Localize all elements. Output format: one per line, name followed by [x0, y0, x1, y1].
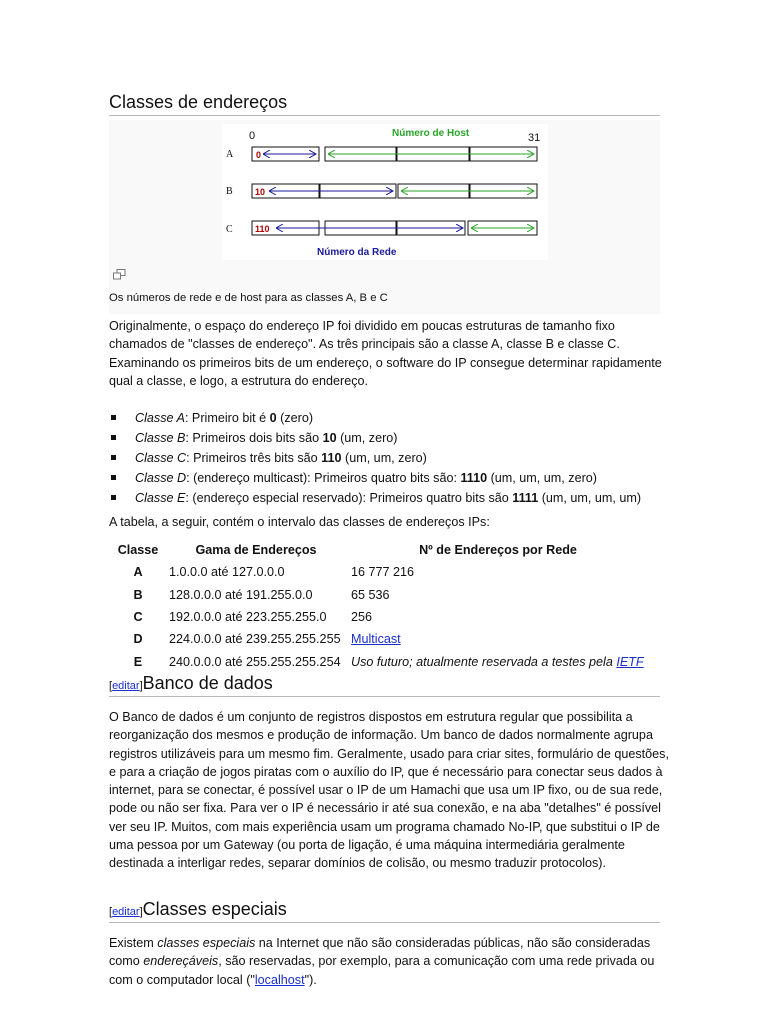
bit-end-label: 31	[528, 132, 541, 144]
heading-rule	[109, 696, 660, 697]
list-item: Classe C: Primeiros três bits são 110 (um, um, zero)	[109, 448, 669, 468]
bullet-icon	[111, 455, 116, 460]
enlarge-icon[interactable]	[113, 269, 126, 280]
bullet-icon	[111, 415, 116, 420]
class-c-prefix: 110	[255, 224, 270, 234]
network-number-label: Número da Rede	[317, 247, 397, 258]
section-title-especiais: [editar]Classes especiais	[109, 899, 287, 919]
class-a-prefix: 0	[256, 150, 262, 160]
edit-link[interactable]: editar	[112, 906, 140, 918]
class-a-label: A	[226, 149, 234, 160]
multicast-link[interactable]: Multicast	[351, 632, 401, 647]
bullet-icon	[111, 495, 116, 500]
table-row: D 224.0.0.0 até 239.255.255.255 Multicast	[133, 632, 401, 647]
column-header-range: Gama de Endereços	[195, 543, 317, 557]
section-title-classes: Classes de endereços	[109, 92, 288, 112]
banco-paragraph: O Banco de dados é um conjunto de registros dispostos em estrutura regular que possibilita a reorganização dos mesmos e produção de informação. Um banco de dados normalmente agrupa registros utilizáveis para um mesmo fim. Geralmente, usado para criar sites, formulário de questões, e para a criação de jogos piratas com o auxílio do IP, que é necessário para conectar seus dados à internet, para se conectar, é possível usar o IP de um Hamachi que usa um IP fixo, ou de sua rede, pode ou não ser fixa. Para ver o IP é necessário ir até sua conexão, e na aba "detalhes" é possível ver seu IP. Muitos, com mais experiência usam um programa chamado No-IP, que substitui o IP de uma pessoa por um Gateway (ou porta de ligação, é uma máquina intermediária geralmente destinada a interligar redes, separar domínios de colisão, ou mesmo traduzir protocolos).	[109, 710, 669, 871]
list-item: Classe B: Primeiros dois bits são 10 (um, zero)	[109, 428, 669, 448]
ip-class-table	[111, 539, 649, 673]
edit-link[interactable]: editar	[112, 680, 140, 692]
bullet-icon	[111, 435, 116, 440]
ietf-link[interactable]: IETF	[616, 654, 644, 669]
heading-rule	[109, 115, 660, 116]
table-row: C 192.0.0.0 até 223.255.255.0 256	[133, 609, 373, 624]
edit-section-link: [editar]	[109, 680, 143, 692]
especiais-paragraph: Existem classes especiais na Internet que não são consideradas públicas, não são consideradas como endereçáveis, são reservadas, por exemplo, para a comunicação com uma rede privada ou com o computador local ("localhost").	[109, 936, 655, 987]
edit-section-link: [editar]	[109, 906, 143, 918]
table-row: E 240.0.0.0 até 255.255.255.254 Uso futuro; atualmente reservada a testes pela IETF	[133, 654, 644, 669]
host-number-label: Número de Host	[392, 128, 470, 139]
class-b-prefix: 10	[255, 187, 266, 197]
table-row: A 1.0.0.0 até 127.0.0.0 16 777 216	[133, 565, 415, 580]
class-c-label: C	[226, 224, 233, 235]
bullet-icon	[111, 475, 116, 480]
list-item: Classe A: Primeiro bit é 0 (zero)	[109, 408, 669, 428]
heading-rule	[109, 922, 660, 923]
class-bit-list	[109, 408, 669, 508]
table-intro: A tabela, a seguir, contém o intervalo das classes de endereços IPs:	[109, 515, 490, 529]
table-row: B 128.0.0.0 até 191.255.0.0 65 536	[133, 587, 390, 602]
localhost-link[interactable]: localhost	[254, 972, 305, 987]
list-item: Classe D: (endereço multicast): Primeiros quatro bits são: 1110 (um, um, um, zero)	[109, 468, 669, 488]
column-header-class: Classe	[117, 543, 159, 557]
address-class-diagram	[222, 124, 548, 260]
intro-paragraph: Originalmente, o espaço do endereço IP foi dividido em poucas estruturas de tamanho fixo chamados de "classes de endereço". As três principais são a classe A, classe B e classe C. Examinando os primeiros bits de um endereço, o software do IP consegue determinar rapidamente qual a classe, e logo, a estrutura do endereço.	[109, 319, 662, 388]
bit-start-label: 0	[249, 130, 256, 142]
figure-caption: Os números de rede e de host para as classes A, B e C	[109, 292, 388, 304]
section-title-banco: [editar]Banco de dados	[109, 673, 273, 693]
column-header-count: Nº de Endereços por Rede	[419, 543, 577, 557]
class-b-label: B	[226, 186, 233, 197]
list-item: Classe E: (endereço especial reservado): Primeiros quatro bits são 1111 (um, um, um, um)	[109, 488, 669, 508]
